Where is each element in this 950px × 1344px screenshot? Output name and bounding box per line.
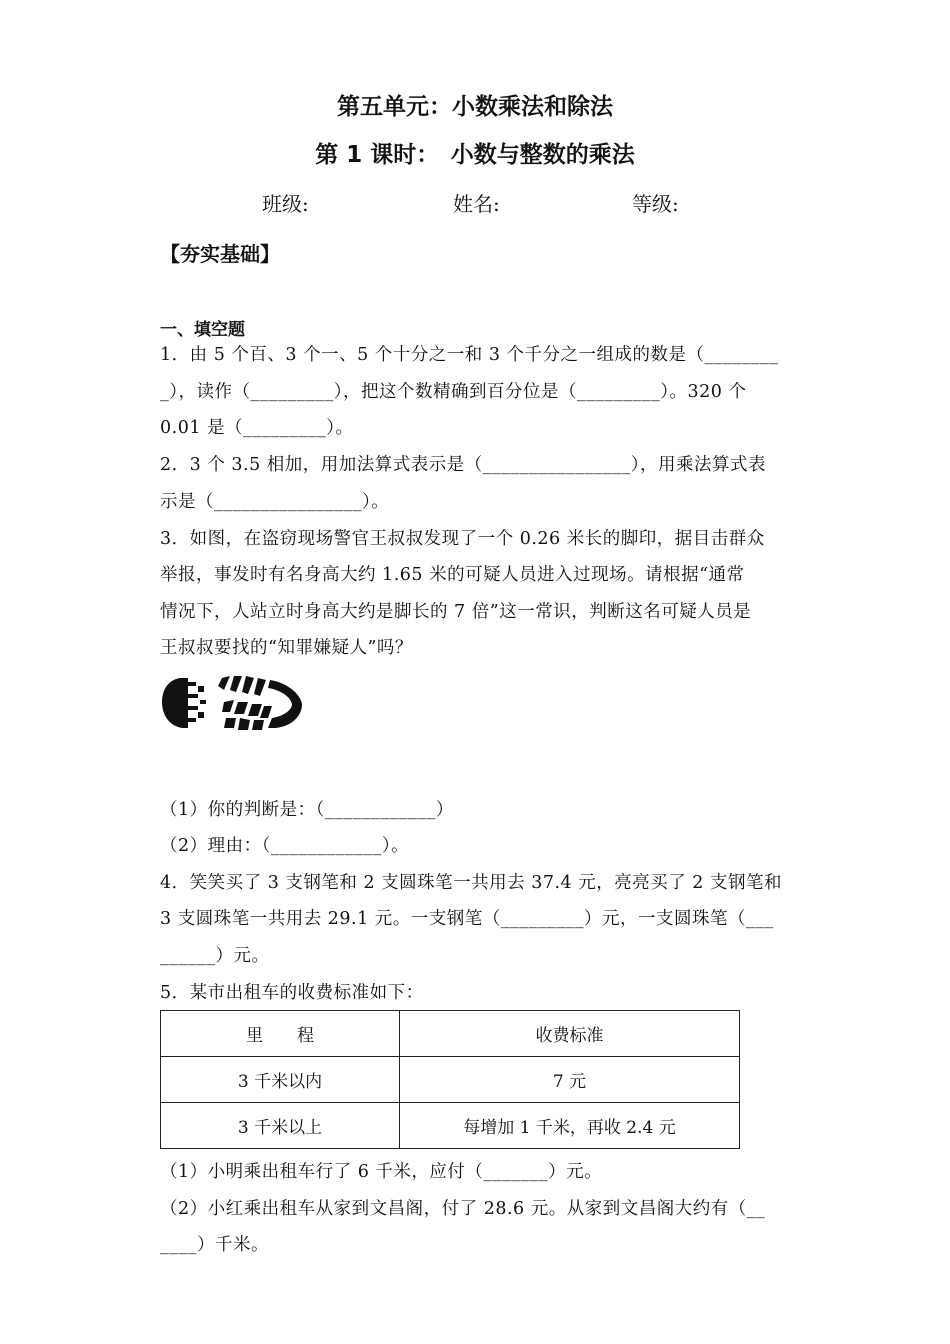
q1-line3: 0.01 是（_________）。: [160, 418, 354, 438]
table-cell: 3 千米以内: [161, 1057, 400, 1103]
section-title: 【夯实基础】: [160, 242, 280, 266]
class-label: 班级:: [262, 192, 309, 216]
lesson-title: 第 1 课时： 小数与整数的乘法: [315, 142, 635, 168]
table-row: [161, 1057, 740, 1103]
q3-sub1: （1）你的判断是：（____________）: [160, 800, 454, 820]
q1-line2: _），读作（_________），把这个数精确到百分位是（_________）。320 个: [160, 382, 747, 402]
q2-line1: 2．3 个 3.5 相加，用加法算式表示是（________________），用乘法算式表: [160, 455, 767, 475]
table-row: [161, 1103, 740, 1149]
q4-line3: ______）元。: [160, 946, 270, 966]
q3-line4: 王叔叔要找的“知罪嫌疑人”吗？: [160, 638, 413, 658]
table-cell: 7 元: [400, 1057, 740, 1103]
q3-sub2: （2）理由：（____________）。: [160, 836, 410, 856]
q3-line3: 情况下，人站立时身高大约是脚长的 7 倍”这一常识，判断这名可疑人员是: [160, 602, 752, 622]
q5-sub2-line2: ____）千米。: [160, 1235, 269, 1255]
table-cell: 每增加 1 千米，再收 2.4 元: [400, 1103, 740, 1149]
q3-line1: 3．如图，在盗窃现场警官王叔叔发现了一个 0.26 米长的脚印，据目击群众: [160, 529, 765, 549]
q1-line1: 1．由 5 个百、3 个一、5 个十分之一和 3 个千分之一组成的数是（________: [160, 345, 779, 365]
table-header-cell: 里 程: [161, 1011, 400, 1057]
q2-line2: 示是（________________）。: [160, 492, 390, 512]
q5-sub2-line1: （2）小红乘出租车从家到文昌阁，付了 28.6 元。从家到文昌阁大约有（__: [160, 1199, 766, 1219]
unit-title: 第五单元：小数乘法和除法: [337, 94, 613, 120]
q3-line2: 举报，事发时有名身高大约 1.65 米的可疑人员进入过现场。请根据“通常: [160, 565, 745, 585]
table-cell: 3 千米以上: [161, 1103, 400, 1149]
q5-sub1: （1）小明乘出租车行了 6 千米，应付（_______）元。: [160, 1162, 603, 1182]
fee-table: [160, 1010, 740, 1149]
grade-label: 等级:: [632, 192, 679, 216]
table-header-row: [161, 1011, 740, 1057]
name-label: 姓名:: [453, 192, 500, 216]
q5-line1: 5．某市出租车的收费标准如下：: [160, 983, 424, 1003]
table-header-cell: 收费标准: [400, 1011, 740, 1057]
q4-line2: 3 支圆珠笔一共用去 29.1 元。一支钢笔（_________）元，一支圆珠笔（___: [160, 909, 774, 929]
footprint-image: [160, 672, 308, 732]
part-title: 一、填空题: [160, 320, 245, 340]
q4-line1: 4．笑笑买了 3 支钢笔和 2 支圆珠笔一共用去 37.4 元，亮亮买了 2 支钢笔和: [160, 873, 783, 893]
